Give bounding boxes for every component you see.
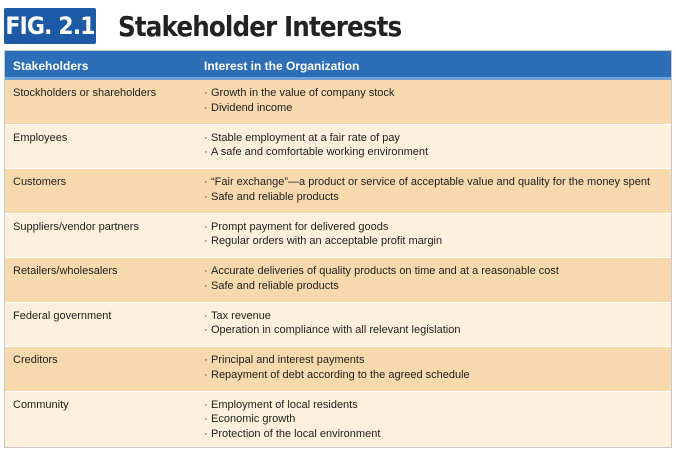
interest-item [204, 190, 667, 205]
interest-item [204, 398, 667, 413]
stakeholder-cell: Retailers/wholesalers [13, 265, 118, 277]
bullet-icon: · [204, 101, 208, 114]
table-row [5, 303, 671, 348]
column-header-interest: Interest in the Organization [204, 59, 360, 73]
interest-text: Repayment of debt according to the agreed schedule [211, 368, 470, 381]
interest-text: Safe and reliable products [211, 279, 339, 292]
stakeholder-cell: Federal government [13, 309, 112, 322]
column-header-stakeholders: Stakeholders [13, 59, 89, 73]
bullet-icon: · [204, 265, 208, 277]
interest-item [204, 427, 667, 442]
interest-item [204, 264, 667, 279]
bullet-icon: · [204, 235, 208, 247]
interest-text: “Fair exchange”—a product or service of acceptable value and quality for the money spent [211, 176, 651, 188]
interests-cell [204, 398, 667, 442]
interest-text: Employment of local residents [211, 398, 358, 411]
bullet-icon: · [204, 309, 208, 322]
bullet-icon: · [204, 279, 208, 292]
bullet-icon: · [204, 324, 208, 336]
stakeholder-cell: Creditors [13, 354, 58, 366]
stakeholder-table [4, 50, 672, 448]
table-row [5, 125, 671, 170]
interests-cell [204, 353, 667, 382]
interest-text: Economic growth [211, 413, 296, 425]
interest-text: Regular orders with an acceptable profit margin [211, 235, 443, 247]
figure-label-badge: FIG. 2.1 [4, 8, 96, 44]
table-row [5, 392, 671, 449]
interest-item [204, 145, 667, 160]
bullet-icon: · [204, 398, 208, 411]
interests-cell [204, 175, 667, 204]
interest-item [204, 220, 667, 235]
stakeholder-cell: Community [13, 398, 69, 411]
bullet-icon: · [204, 87, 208, 99]
interest-text: Stable employment at a fair rate of pay [211, 131, 400, 144]
interest-text: Principal and interest payments [211, 354, 365, 366]
table-body [5, 80, 671, 448]
interest-text: Dividend income [211, 101, 293, 114]
stakeholder-cell: Suppliers/vendor partners [13, 220, 139, 233]
figure-header [4, 8, 672, 46]
stakeholder-cell: Stockholders or shareholders [13, 87, 157, 99]
interest-item [204, 86, 667, 101]
interests-cell [204, 220, 667, 249]
interest-text: Accurate deliveries of quality products on time and at a reasonable cost [211, 265, 559, 277]
stakeholder-cell: Employees [13, 131, 68, 144]
interest-item [204, 323, 667, 338]
bullet-icon: · [204, 354, 208, 366]
table-row [5, 347, 671, 392]
bullet-icon: · [204, 413, 208, 425]
interest-item [204, 309, 667, 324]
interest-item [204, 175, 667, 190]
interest-text: Growth in the value of company stock [211, 87, 395, 99]
figure-title: Stakeholder Interests [118, 10, 402, 43]
interest-text: Prompt payment for delivered goods [211, 220, 389, 233]
table-row [5, 169, 671, 214]
interests-cell [204, 264, 667, 293]
bullet-icon: · [204, 131, 208, 144]
interest-item [204, 279, 667, 294]
interests-cell [204, 131, 667, 160]
interests-cell [204, 309, 667, 338]
table-header-row [5, 51, 671, 80]
interest-item [204, 368, 667, 383]
interest-text: Tax revenue [211, 309, 271, 322]
bullet-icon: · [204, 190, 208, 203]
bullet-icon: · [204, 368, 208, 381]
bullet-icon: · [204, 146, 208, 158]
interest-item [204, 101, 667, 116]
table-row [5, 258, 671, 303]
bullet-icon: · [204, 220, 208, 233]
interest-item [204, 131, 667, 146]
interest-item [204, 234, 667, 249]
interest-text: Operation in compliance with all relevant legislation [211, 324, 461, 336]
stakeholder-cell: Customers [13, 176, 67, 188]
table-row [5, 214, 671, 259]
interest-text: A safe and comfortable working environment [211, 146, 429, 158]
interests-cell [204, 86, 667, 115]
bullet-icon: · [204, 176, 208, 188]
bullet-icon: · [204, 427, 208, 440]
interest-text: Protection of the local environment [211, 427, 381, 440]
interest-text: Safe and reliable products [211, 190, 339, 203]
table-row [5, 80, 671, 125]
interest-item [204, 412, 667, 427]
interest-item [204, 353, 667, 368]
